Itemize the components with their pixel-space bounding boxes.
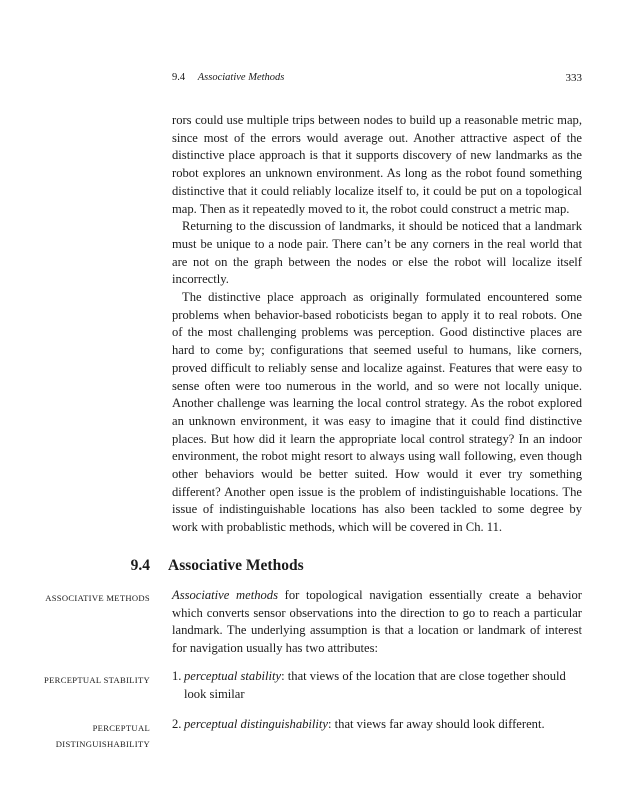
list-number: 1. <box>172 669 182 683</box>
list-item <box>172 668 582 703</box>
list-term: perceptual stability <box>184 669 282 683</box>
margin-note-associative-methods: ASSOCIATIVE METHODS <box>45 593 150 603</box>
section-intro-paragraph <box>172 587 582 658</box>
running-head-section: 9.4 <box>172 72 186 83</box>
running-head <box>172 72 582 88</box>
section-intro <box>172 587 582 658</box>
list-text <box>184 716 582 734</box>
list-number: 2. <box>172 717 182 731</box>
body-text <box>172 112 582 537</box>
list-term: perceptual distinguishability <box>184 717 328 731</box>
list-text <box>184 668 582 703</box>
paragraph: rors could use multiple trips between nodes to build up a reasonable metric map, since most of the errors would average out. Another attractive aspect of the distinctive place approach is that it supports discovery of new landmarks as the robot explores an unknown environment. As long as the robot found something distinctive that it could reliably localize itself to, it could be put on a topological map. Then as it repeatedly moved to it, the robot could construct a metric map. <box>172 113 582 216</box>
section-heading <box>0 557 620 579</box>
margin-note-perceptual-stability: PERCEPTUAL STABILITY <box>44 675 150 685</box>
section-number: 9.4 <box>130 557 150 574</box>
paragraph: The distinctive place approach as originally formulated encountered some problems when behavior-based roboticists began to apply it to real robots. One of the most challenging problems was perception. Good distinctive places are hard to come by; configurations that seemed useful to humans, like corners, proved difficult to reliably sense and localize against. Features that were easy to sense often were too numerous in the world, and so were not locally unique. Another challenge was learning the local control strategy. As the robot explored an unknown environment, it was easy to imagine that it could find distinctive places. But how did it learn the appropriate local control strategy? In an indoor environment, the robot might resort to always using wall following, even though other behaviors would be better suited. How would it ever try something different? Another open issue is the problem of indistinguishable locations. The issue of indistinguishable locations has also been tackled to some degree by work with probablistic methods, which will be covered in Ch. 11. <box>172 290 582 535</box>
paragraph: Returning to the discussion of landmarks, it should be noticed that a landmark must be unique to a node pair. There can’t be any corners in the real world that are not on the graph between the nodes or else the robot will localize itself incorrectly. <box>172 219 582 287</box>
intro-text: for topological navigation essentially create a behavior which converts sensor observations into the direction to go to reach a particular landmark. The underlying assumption is that a location or landmark of interest for navigation usually has two attributes: <box>172 588 583 656</box>
page-number: 333 <box>565 72 582 84</box>
running-head-title: Associative Methods <box>197 72 285 83</box>
list-item <box>172 716 582 734</box>
intro-term: Associative methods <box>172 588 278 602</box>
list-desc: : that views of the location that are close together should look similar <box>184 669 566 701</box>
list-desc: : that views far away should look different. <box>328 717 545 731</box>
section-title: Associative Methods <box>168 557 304 574</box>
margin-note-perceptual-distinguishability: PERCEPTUAL DISTINGUISHABILITY <box>55 723 150 749</box>
